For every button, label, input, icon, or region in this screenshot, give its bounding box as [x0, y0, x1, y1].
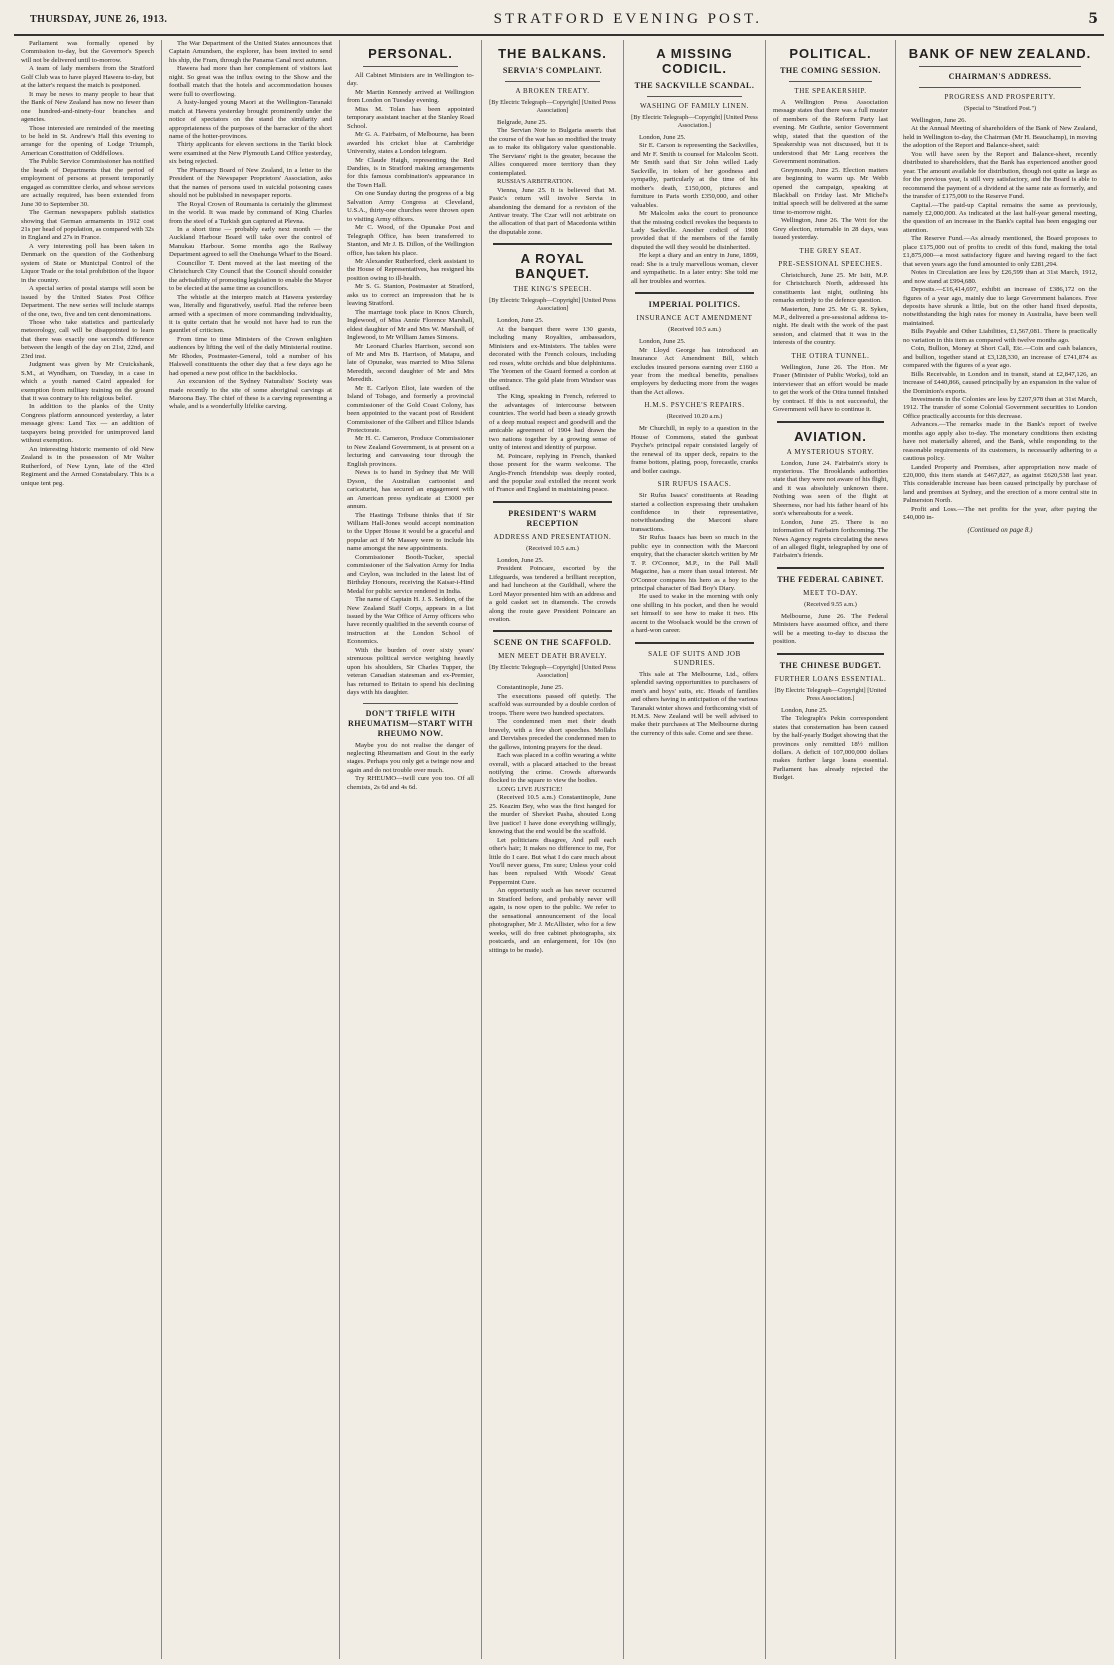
article-paragraph: On one Sunday during the progress of a big Salvation Army Congress at Cleveland, U.S.A., thirty-one churches were thrown open to visiting Army officers. [347, 190, 474, 223]
article-paragraph: Vienna, June 25. It is believed that M. Pasic's return will involve Servia in abandoning the demand for a revision of the Antivar treaty. The Czar will not arbitrate on the allocation of that part of Macedonia within the disputable zone. [489, 186, 616, 236]
article-paragraph: Landed Property and Premises, after appropriation now made of £20,000, this item stands at £467,827, as against £620,538 last year. This considerable increase has been caused principally by purchase of land and premises at Sydney, and the erection of a more central site in Palmerston North. [903, 463, 1097, 505]
article-paragraph: Each was placed in a coffin wearing a white overall, with a placard attached to the breast notifying the crime. Crowds afterwards flocked to the square to view the bodies. [489, 752, 616, 785]
sale-ad-paragraphs [631, 671, 758, 739]
meet-today-subheading: MEET TO-DAY. [803, 588, 858, 597]
personal-paragraphs [347, 72, 474, 698]
article-paragraph: The King, speaking in French, referred to the advantages of intercourse between countries. The world had been a steady growth of a deep mutual respect and goodwill and the amicable agreement of 1904 had drawn the two nations together by a growing sense of unity of interest and identity of purpose. [489, 393, 616, 452]
column-1 [14, 40, 162, 1659]
column-4 [482, 40, 624, 1659]
royal-banquet-heading: A ROYAL BANQUET. [515, 251, 590, 282]
death-bravely-subheading: MEN MEET DEATH BRAVELY. [498, 652, 607, 661]
reception-paragraphs [489, 557, 616, 625]
federal-cabinet-heading: THE FEDERAL CABINET. [777, 574, 884, 584]
aviation-paragraphs [773, 460, 888, 561]
article-paragraph: A very interesting poll has been taken in Denmark on the question of the Gothenburg system of State or Municipal Control of the Liquor Trade or the total prohibition of the liquor in the country. [21, 242, 154, 284]
columns [14, 40, 1104, 1659]
mysterious-story-subheading: A MYSTERIOUS STORY. [786, 447, 875, 456]
article-paragraph: Parliament was formally opened by Commission to-day, but the Governor's Speech will not be delivered until to-morrow. [21, 40, 154, 64]
coming-session-subheading: THE COMING SESSION. [780, 66, 881, 75]
article-paragraph: An interesting historic memento of old New Zealand is in the possession of Mr Walter Rutherford, of New Lynn, late of the 43rd Regiment and the Armed Constabulary. This is a unique tent peg. [21, 445, 154, 487]
chinese-budget-heading: THE CHINESE BUDGET. [779, 660, 882, 670]
article-paragraph: London, June 25. [497, 556, 544, 564]
column-1-paragraphs [21, 40, 154, 488]
broken-treaty-subheading: A BROKEN TREATY. [515, 87, 590, 95]
article-paragraph: Mr Claude Haigh, representing the Red Dandies, is in Stratford making arrangements for this famous combination's appearance in the Town Hall. [347, 156, 474, 189]
article-paragraph: Belgrade, June 25. [497, 119, 547, 126]
balkans-heading: THE BALKANS. [498, 46, 607, 61]
article-paragraph: The Reserve Fund.—As already mentioned, the Board proposes to place £175,000 out of profits to credit of this fund, making the total £1,875,000—a most satisfactory figure and having regard to the fact that seven years ago the fund amounted to only £281,294. [903, 235, 1097, 268]
speakership-subheading: THE SPEAKERSHIP. [794, 87, 867, 95]
article-paragraph: Mr C. Wood, of the Opunake Post and Telegraph Office, has been transferred to Stanton, and Mr J. B. Dillon, of the Wellington office, has taken his place. [347, 224, 474, 257]
article-paragraph: The marriage took place in Knox Church, Inglewood, of Miss Annie Florence Marshall, eldest daughter of Mr and Mrs W. Marshall, of Inglewood, to Mr William James Simons. [347, 308, 474, 342]
article-paragraph: LONG LIVE JUSTICE! [497, 785, 563, 793]
article-paragraph: The whistle at the interpro match at Hawera yesterday was, literally and figuratively, useful. Had the referee been armed with a specimen of more commanding individuality, it is quite certain that he would not have had to run the gauntlet of criticism. [169, 293, 332, 335]
federal-received-time: (Received 9.55 a.m.) [804, 600, 857, 608]
insurance-received-time: (Received 10.5 a.m.) [668, 326, 721, 334]
chairmans-address-subheading: CHAIRMAN'S ADDRESS. [948, 72, 1052, 81]
article-paragraph: The Pharmacy Board of New Zealand, in a letter to the President of the Newspaper Proprietors' Association, asks that the names of persons used in suicidal poisoning cases should not be published in newspaper reports. [169, 166, 332, 200]
column-7 [896, 40, 1104, 1659]
article-paragraph: The Public Service Commissioner has notified the heads of Departments that the period of employment of persons at present temporarily engaged as committee clerks, and whose services are actually required, has been extended from June 30 to September 30. [21, 158, 154, 208]
rheumo-ad-paragraphs [347, 742, 474, 793]
missing-codicil-heading: A MISSING CODICIL. [656, 46, 733, 76]
article-paragraph: At the banquet there were 130 guests, including many Royalties, ambassadors, Ministers and ex-Ministers. The tables were decorated with the French colours, including red roses, white orchids and blue delphiniums. The Yeomen of the Guard formed a cordon at the entrance. The gold plate from Windsor was utilised. [489, 325, 616, 392]
bank-heading: BANK OF NEW ZEALAND. [908, 46, 1092, 61]
article-paragraph: The condemned men met their death bravely, with a few short speeches. Mollahs and Dervishes preceded the condemned men to the gallows, intoning prayers for the dead. [489, 718, 616, 751]
article-paragraph: Mr Malcolm asks the court to pronounce that the missing codicil revokes the bequests to Lady Sackville. Another codicil of 1908 provided that if the members of the family disputed the will they would be disinherited. [631, 210, 758, 251]
article-paragraph: Bills Receivable, in London and in transit, stand at £2,847,126, an increase of £440,866, caused principally by an expansion in the value of the Dominion's exports. [903, 370, 1097, 395]
article-paragraph: London, June 25. [639, 338, 686, 346]
article-paragraph: Mr H. C. Cameron, Produce Commissioner to New Zealand Government, is at present on a lecturing and canvassing tour through the English provinces. [347, 435, 474, 468]
article-paragraph: Masterton, June 25. Mr G. R. Sykes, M.P., delivered a pre-sessional address to-night. He dealt with the work of the past session, and claimed that it was in the interests of the country. [773, 305, 888, 347]
sackville-scandal-subheading: THE SACKVILLE SCANDAL. [634, 81, 755, 90]
rheumo-ad-heading: DON'T TRIFLE WITH RHEUMATISM—START WITH RHEUMO NOW. [348, 708, 473, 738]
article-paragraph: Mr Churchill, in reply to a question in the House of Commons, stated the gunboat Psyche's principal repair consisted largely of the renewal of its upper deck, repairs to the frame bottom, plating, poop, forecastle, cranks and boiler casings. [631, 425, 758, 475]
article-paragraph: Mr Lloyd George has introduced an Insurance Act Amendment Bill, which excludes insured persons earning over £160 a year from the medical benefits, penalises employers by deducting more from the wages than the Act allows. [631, 346, 758, 396]
speakership-paragraphs [773, 99, 888, 243]
article-paragraph: Hawera had more than her complement of visitors last night. So great was the influx owing to the Show and the football match that the hotels and accommodation houses were full to overflowing. [169, 65, 332, 98]
article-paragraph: Mr Alexander Rutherford, clerk assistant to the House of Representatives, has resigned his position owing to ill-health. [347, 257, 474, 282]
insurance-paragraphs [631, 338, 758, 397]
article-paragraph: The Servian Note to Bulgaria asserts that the course of the war has so modified the treaty as to make its obligatory value questionable. The Servians' right is the greater, because the Allies conquered more territory than they contemplated. [489, 127, 616, 177]
scaffold-byline: [By Electric Telegraph—Copyright] [United Press Association] [489, 664, 616, 680]
federal-paragraphs [773, 613, 888, 647]
address-presentation-subheading: ADDRESS AND PRESENTATION. [493, 532, 612, 541]
article-paragraph: The German newspapers publish statistics showing that German armaments in 1912 cost 21s per head of population, as compared with 32s in England and 27s in France. [21, 209, 154, 242]
loans-essential-subheading: FURTHER LOANS ESSENTIAL. [774, 674, 887, 683]
article-paragraph: From time to time Ministers of the Crown enlighten audiences by lifting the veil of the daily Ministerial routine. Mr Rhodes, Postmaster-General, told a number of his Halswell constituents the other day that a few days ago he had opened a new post office in the backblocks. [169, 335, 332, 377]
article-paragraph: Judgment was given by Mr Cruickshank, S.M., at Wyndham, on Tuesday, in a case in which a youth named Caird appealed for exemption from military training on the ground that it was contrary to his religious belief. [21, 361, 154, 403]
article-paragraph: RUSSIA'S ARBITRATION. [497, 178, 574, 186]
grey-seat-subheading: THE GREY SEAT. [799, 246, 862, 255]
article-paragraph: Advances.—The remarks made in the Bank's report of twelve months ago apply also to-day. The monetary conditions then existing have not materially altered, and the Bank, while responding to the reasonable requirements of its customers, is necessarily adhering to a cautious policy. [903, 421, 1097, 463]
insurance-act-subheading: INSURANCE ACT AMENDMENT [636, 314, 753, 323]
scaffold-heading: SCENE ON THE SCAFFOLD. [493, 638, 612, 648]
bank-paragraphs [903, 117, 1097, 523]
article-paragraph: The Hastings Tribune thinks that if Sir William Hall-Jones would accept nomination to the Upper House it would be a graceful and popular act if Mr Massey were to include his name amongst the new appointments. [347, 511, 474, 553]
article-paragraph: President Poincare, escorted by the Lifeguards, was tendered a brilliant reception, and had luncheon at the Guildhall, where the Lord Mayor presented him with an address and a gold casket set in diamonds. The crowds along the route gave President Poincare an ovation. [489, 565, 616, 624]
article-paragraph: The Royal Crown of Roumania is certainly the glimmest in the world. It was made by command of King Charles from the steel of a Turkish gun captured at Plevna. [169, 200, 332, 225]
article-paragraph: Let politicians disagree, And pull each other's hair; It makes no difference to me, For little do I care. But what I do care much about You'll never guess, I'm sure; Unless your cold has been repulsed With Woods' Great Peppermint Cure. [489, 836, 616, 886]
article-paragraph: Notes in Circulation are less by £26,599 than at 31st March, 1912, and now stand at £994,680. [903, 269, 1097, 285]
psyche-repairs-subheading: H.M.S. PSYCHE'S REPAIRS. [644, 401, 745, 410]
article-paragraph: Bills Payable and Other Liabilities, £1,567,081. There is practically no variation in this item as compared with twelve months ago. [903, 328, 1097, 344]
codicil-byline: [By Electric Telegraph—Copyright] [United Press Association.] [631, 114, 758, 129]
article-paragraph: Thirty applicants for eleven sections in the Tariki block were examined at the New Plymouth Land Office yesterday, six being rejected. [169, 141, 332, 166]
article-paragraph: He kept a diary and an entry in June, 1899, read: She is a truly marvellous woman, clever and sympathetic. In a later entry: She told me all her troubles and worries. [631, 252, 758, 285]
codicil-paragraphs [631, 134, 758, 286]
article-paragraph: The name of Captain H. J. S. Seddon, of the New Zealand Staff Corps, appears in a list issued by the War Office of Army officers who have recently qualified in the seventh course of instruction at the London School of Economics. [347, 596, 474, 646]
article-paragraph: Greymouth, June 25. Election matters are beginning to warm up. Mr Webb opened the campaign, speaking at Blackball on Friday last. Mr Michel's initial speech will be delivered at the same time to-morrow night. [773, 166, 888, 216]
column-2-paragraphs [169, 40, 332, 412]
column-5 [624, 40, 766, 1659]
article-paragraph: A lusty-lunged young Maori at the Wellington-Taranaki match at Hawera yesterday brought prominently under the notice of spectators on the stand the similarity and appropriateness of the purposes of the barracker of the short name of the hotter-provinces. [169, 99, 332, 140]
article-paragraph: The executions passed off quietly. The scaffold was surrounded by a double cordon of troops. There were two hundred spectators. [489, 692, 616, 717]
article-paragraph: Investments in the Colonies are less by £207,978 than at 31st March, 1912. The transfer of some Colonial Government securities to London Office practically accounts for this decrease. [903, 395, 1097, 420]
article-paragraph: Mr G. A. Fairbairn, of Melbourne, has been awarded his cricket blue at Cambridge University, states a London telegram. [347, 131, 474, 156]
article-paragraph: Christchurch, June 25. Mr Isitt, M.P. for Christchurch North, addressed his constituents last night, outlining his remarks entirely to the defence question. [773, 271, 888, 305]
otira-tunnel-subheading: THE OTIRA TUNNEL. [791, 351, 870, 360]
article-paragraph: London, June 25. There is no information of Fairbairn forthcoming. The News Agency regrets circulating the news of an alleged flight, telegraphed by one of Fairbairn's friends. [773, 518, 888, 560]
banquet-paragraphs [489, 317, 616, 495]
article-paragraph: Maybe you do not realise the danger of neglecting Rheumatism and Gout in the early stages. Perhaps you only get a twinge now and again and do not trouble over much. [347, 741, 474, 774]
article-paragraph: At the Annual Meeting of shareholders of the Bank of New Zealand, held in Wellington to-day, the Chairman (Mr H. Beauchamp), in moving the adoption of the Report and Balance-sheet, said: [903, 125, 1097, 150]
article-paragraph: Councillor T. Dent moved at the last meeting of the Christchurch City Council that the Council should consider the advisability of promoting legislation to enable the Mayor to be elected at the same time as councillors. [169, 259, 332, 293]
article-paragraph: Profit and Loss.—The net profits for the year, after paying the £40,000 in- [903, 505, 1097, 522]
article-paragraph: (Received 10.5 a.m.) Constantinople, June 25. Keazim Bey, who was the first hanged for the murder of Shevket Pasha, shouted Long live justice! I have done everything willingly, knowing that the end would be the scaffold. [489, 794, 616, 836]
article-paragraph: All Cabinet Ministers are in Wellington to-day. [347, 72, 474, 88]
article-paragraph: Melbourne, June 26. The Federal Ministers have assumed office, and there will be a meeting to-day to discuss the position. [773, 612, 888, 646]
article-paragraph: Constantinople, June 25. [497, 684, 564, 692]
budget-paragraphs [773, 707, 888, 783]
article-paragraph: With the burden of over sixty years' strenuous political service weighing heavily upon his shoulders, Sir Charles Tupper, the veteran Canadian statesman and ex-Premier, has returned to Britain to spend his declining days with his daughter. [347, 646, 474, 697]
progress-prosperity-subheading: PROGRESS AND PROSPERITY. [944, 93, 1056, 101]
article-paragraph: Wellington, June 26. [911, 117, 967, 124]
article-paragraph: London, June 25. [781, 706, 828, 714]
article-paragraph: Sir E. Carson is representing the Sackvilles, and Mr F. Smith is counsel for Malcolm Scott. Mr Smith said that Sir John willed Lady Sackville, in token of her goodness and sympathy, particularly at the time of his mother's death, £150,000, pictures and furniture in Paris worth £350,000, and other valuables. [631, 142, 758, 209]
article-paragraph: London, June 24. Fairbairn's story is mysterious. The Brooklands authorities state that they were not aware of his flight, and it was absolutely unknown there. Nothing was seen of the flight at Sheerness, nor had his father heard of his son's whereabouts for a week. [773, 459, 888, 518]
article-paragraph: Those who take statistics and particularly meteorology, call will be disappointed to learn that there was exactly one second's difference between the length of the day on 21st, 22nd, and 23rd inst. [21, 318, 154, 360]
article-paragraph: Wellington, June 26. The Hon. Mr Fraser (Minister of Public Works), told an interviewer that an effort would be made to get the work of the Otira tunnel finished by contract. If this is not successful, the Government will have to continue it. [773, 363, 888, 414]
article-paragraph: An opportunity such as has never occurred in Stratford before, and probably never will again, is now open to the public. We refer to the sensational announcement of the local photographer, Mr J. McAllister, who for a few weeks, will do free cabinet photographs, six postcards, and an enlargement, for 10s (no sittings to be made). [489, 887, 616, 954]
article-paragraph: The War Department of the United States announces that Captain Amundsen, the explorer, has been invited to send his ship, the Fram, through the Panama Canal next autumn. [169, 40, 332, 64]
page-number: 5 [1088, 11, 1098, 27]
pre-sessional-paragraphs [773, 272, 888, 348]
psyche-paragraphs [631, 425, 758, 476]
article-paragraph: Wellington, June 26. The Writ for the Grey election, returnable in 28 days, was issued yesterday. [773, 217, 888, 242]
article-paragraph: An excursion of the Sydney Naturalists' Society was made recently to the site of some aboriginal carvings at Maroona Bay. The chief of these is a carving representing a whale, and is a wonderfully lifelike carving. [169, 378, 332, 411]
article-paragraph: News is to hand in Sydney that Mr Will Dyson, the Australian cartoonist and caricaturist, has secured an engagement with an American press syndicate at £3000 per annum. [347, 469, 474, 511]
president-reception-heading: PRESIDENT'S WARM RECEPTION [508, 508, 597, 528]
rufus-isaacs-paragraphs [631, 492, 758, 636]
reception-received-time: (Received 10.5 a.m.) [526, 544, 579, 552]
masthead [14, 4, 1104, 36]
article-paragraph: Mr E. Carlyon Eliot, late warden of the Island of Tobago, and formerly a provincial commissioner of the Gold Coast Colony, has been appointed to the vacant post of Resident Commissioner of the Gilbert and Ellice Islands Protectorate. [347, 384, 474, 435]
article-paragraph: Miss M. Tolan has been appointed temporary assistant teacher at the Stanley Road School. [347, 105, 474, 130]
kings-speech-subheading: THE KING'S SPEECH. [513, 285, 592, 294]
political-heading: POLITICAL. [789, 46, 872, 61]
banquet-byline: [By Electric Telegraph—Copyright] [United Press Association] [489, 297, 616, 313]
budget-byline: [By Electric Telegraph—Copyright] [United Press Association.] [774, 686, 887, 702]
imperial-politics-heading: IMPERIAL POLITICS. [648, 300, 741, 310]
balkans-paragraphs [489, 119, 616, 237]
article-paragraph: M. Poincare, replying in French, thanked those present for the warm welcome. The Anglo-French friendship was deeply rooted, and the popular zeal extolled the recent work of France and England in maintaining peace. [489, 452, 616, 494]
article-paragraph: He used to wake in the morning with only one shilling in his pocket, and then he would set himself to see how to make it two. His ascent to the Woolsack would be the crown of a hard-won career. [631, 593, 758, 635]
article-paragraph: A special series of postal stamps will soon be issued by the United States Post Office Department. The new series will include stamps of the one, two, five and ten cent denominations. [21, 285, 154, 318]
article-paragraph: You will have seen by the Report and Balance-sheet, recently distributed to shareholders, that the Bank has experienced another good year. The amount available for distribution, though not quite as large as for the previous year, is still very satisfactory, and the Board is able to recommend the payment of a dividend at the same rate as formerly, and the transfer of £175,000 to the Reserve Fund. [903, 150, 1097, 201]
article-paragraph: A Wellington Press Association message states that there was a full muster of members of the Reform Party last evening. Mr Guthrie, senior Government whip, stated that the question of the Speakership was not discussed, but it is understood that Mr Lang receives the Government nomination. [773, 99, 888, 166]
article-paragraph: Coin, Bullion, Money at Short Call, Etc.—Coin and cash balances, and bullion, together stand at £3,128,330, an increase of £741,874 as compared with the figures of a year ago. [903, 345, 1097, 370]
article-paragraph: Try RHEUMO—twill cure you too. Of all chemists, 2s 6d and 4s 6d. [347, 775, 474, 791]
personal-heading: PERSONAL. [368, 46, 453, 61]
otira-paragraphs [773, 364, 888, 415]
article-paragraph: London, June 25. [497, 317, 544, 325]
article-paragraph: This sale at The Melbourne, Ltd., offers splendid saving opportunities to purchasers of men's and boys' suits, etc. Heads of families and others having in anticipation of the various Taranaki winter shows and forthcoming visit of H.M.S. New Zealand will be well advised to make their purchases at The Melbourne during the currency of this sale. Come and see these. [631, 670, 758, 737]
column-6 [766, 40, 896, 1659]
rufus-isaacs-subheading: SIR RUFUS ISAACS. [657, 480, 732, 489]
newspaper-title: STRATFORD EVENING POST. [493, 10, 762, 27]
column-3 [340, 40, 482, 1659]
article-paragraph: In a short time — probably early next month — the Auckland Harbour Board will take over the control of Manukau Harbour. Some months ago the Railway Department agreed to sell the Onehunga Wharf to the Board. [169, 225, 332, 259]
issue-date: THURSDAY, JUNE 26, 1913. [30, 13, 168, 25]
article-paragraph: Deposits.—£16,414,697, exhibit an increase of £386,172 on the figures of a year ago, mainly due to large Government balances. Free deposits have shrunk a little, but on the other hand fixed deposits, notwithstanding the high rates for money in Australia, have been well maintained. [903, 286, 1097, 327]
article-paragraph: A team of lady members from the Stratford Golf Club was to have played Hawera to-day, but at the latter's request the match is postponed. [21, 65, 154, 90]
column-2 [162, 40, 340, 1659]
article-paragraph: Mr S. G. Stanton, Postmaster at Stratford, asks us to correct an impression that he is leaving Stratford. [347, 283, 474, 308]
article-paragraph: Sir Rufus Isaacs has been so much in the public eye in connection with the Marconi enquiry, that the character sketch written by Mr T. P. O'Connor, M.P., in the Pall Mall Magazine, has a more than usual interest. Mr O'Connor compares his hero as a boy to the principal character of Bad Boy's Diary. [631, 534, 758, 593]
article-paragraph: Sir Rufus Isaacs' constituents at Reading started a collection expressing their unshaken confidence in their representative, notwithstanding the Marconi share transactions. [631, 492, 758, 533]
pre-sessional-subheading: PRE-SESSIONAL SPEECHES. [778, 259, 883, 268]
article-paragraph: The Telegraph's Pekin correspondent states that consternation has been caused by the half-yearly Budget showing that the provinces only remitted 18½ million dollars. A deficit of 107,000,000 dollars makes further large loans essential. Parliament has already rejected the Budget. [773, 715, 888, 782]
continued-note: (Continued on page 8.) [967, 525, 1033, 534]
article-paragraph: Capital.—The paid-up Capital remains the same as previously, namely £2,000,000. As indicated at the last half-year general meeting, the question of an increase in the Bank's capital has been engaging our attention. [903, 201, 1097, 234]
balkans-byline: [By Electric Telegraph—Copyright] [United Press Association] [489, 99, 616, 114]
aviation-heading: AVIATION. [794, 428, 867, 444]
article-paragraph: Mr Martin Kennedy arrived at Wellington from London on Tuesday evening. [347, 88, 474, 105]
article-paragraph: Commissioner Booth-Tucker, special commissioner of the Salvation Army for India and Ceylon, was included in the latest list of Birthday Honours, receiving the Kaisar-i-Hind Medal for public service rendered in India. [347, 553, 474, 595]
sale-ad-heading: SALE OF SUITS AND JOB SUNDRIES. [648, 649, 741, 667]
scaffold-paragraphs [489, 684, 616, 955]
special-dispatch: (Special to "Stratford Post.") [963, 105, 1037, 112]
family-linen-subheading: WASHING OF FAMILY LINEN. [640, 102, 749, 110]
servia-subheading: SERVIA'S COMPLAINT. [502, 66, 603, 75]
article-paragraph: In addition to the planks of the Unity Congress platform announced yesterday, a later message gives: Land Tax — an addition of taxpayers being provided for unimproved land without exemption. [21, 403, 154, 445]
article-paragraph: It may be news to many people to hear that the Bank of New Zealand has now no fewer than one hundred-and-ninety-four branches and agencies. [21, 90, 154, 124]
article-paragraph: Mr Leonard Charles Harrison, second son of Mr and Mrs B. Harrison, of Matapu, and late of Opunake, was married to Miss Silena Meredith, second daughter of Mr and Mrs Meredith. [347, 342, 474, 384]
article-paragraph: Those interested are reminded of the meeting to be held in St. Andrew's Hall this evening to arrange for the opening of Lodge Triumph, American Constitution of Oddfellows. [21, 124, 154, 157]
psyche-received-time: (Received 10.20 a.m.) [666, 413, 723, 421]
article-paragraph: London, June 25. [639, 134, 686, 141]
